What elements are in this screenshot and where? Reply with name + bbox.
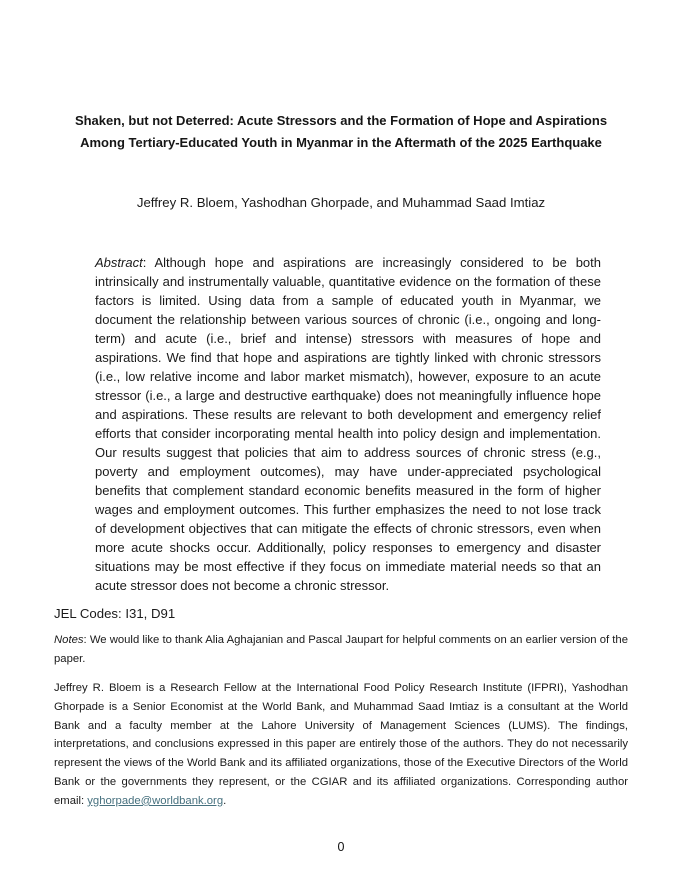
jel-codes-line: JEL Codes: I31, D91	[54, 606, 176, 621]
notes-label: Notes	[54, 634, 84, 646]
affiliation-footnote	[54, 679, 628, 811]
notes-paragraph	[54, 631, 628, 669]
notes-text: We would like to thank Alia Aghajanian and Pascal Jaupart for helpful comments on an earlier version of the paper.	[54, 634, 628, 665]
abstract-text: Although hope and aspirations are increasingly considered to be both intrinsically and instrumentally valuable, quantitative evidence on the formation of these factors is limited. Using data from a sample of educated youth in Myanmar, we document the relationship between various sources of chronic (i.e., ongoing and long-term) and acute (i.e., brief and intense) stressors with measures of hope and aspirations. We find that hope and aspirations are tightly linked with chronic stressors (i.e., low relative income and labor market mismatch), however, exposure to an acute stressor (i.e., a large and destructive earthquake) does not meaningfully influence hope and aspirations. These results are relevant to both development and emergency relief efforts that consider incorporating mental health into policy design and implementation. Our results suggest that policies that aim to address sources of chronic stress (e.g., poverty and employment outcomes), may have under-appreciated psychological benefits that complement standard economic benefits measured in the form of higher wages and employment outcomes. This further emphasizes the need to not lose track of development objectives that can mitigate the effects of chronic stressors, even when more acute shocks occur. Additionally, policy responses to emergency and disaster situations may be most effective if they focus on immediate material needs so that an acute stressor does not become a chronic stressor.	[95, 255, 601, 593]
abstract-separator: :	[142, 255, 155, 270]
affiliation-text-end: .	[223, 794, 227, 807]
authors-line: Jeffrey R. Bloem, Yashodhan Ghorpade, and Muhammad Saad Imtiaz	[136, 195, 546, 210]
corresponding-email-link[interactable]: yghorpade@worldbank.org	[87, 794, 224, 807]
abstract-label: Abstract	[95, 255, 143, 270]
page-number: 0	[337, 840, 345, 854]
affiliation-text: Jeffrey R. Bloem is a Research Fellow at the International Food Policy Research Institute (IFPRI), Yashodhan Ghorpade is a Senior Economist at the World Bank, and Muhammad Saad Imtiaz is a consultant at the World Bank and a faculty member at the Lahore University of Management Sciences (LUMS). The findings, interpretations, and conclusions expressed in this paper are entirely those of the authors. They do not necessarily represent the views of the World Bank and its affiliated organizations, those of the Executive Directors of the World Bank or the governments they represent, or the CGIAR and its affiliated organizations. Corresponding author email:	[54, 682, 628, 807]
notes-separator: :	[83, 634, 90, 646]
abstract-paragraph	[95, 253, 601, 595]
paper-title: Shaken, but not Deterred: Acute Stressors and the Formation of Hope and Aspirations Among Tertiary-Educated Youth in Myanmar in the Aftermath of the 2025 Earthquake	[74, 113, 608, 150]
